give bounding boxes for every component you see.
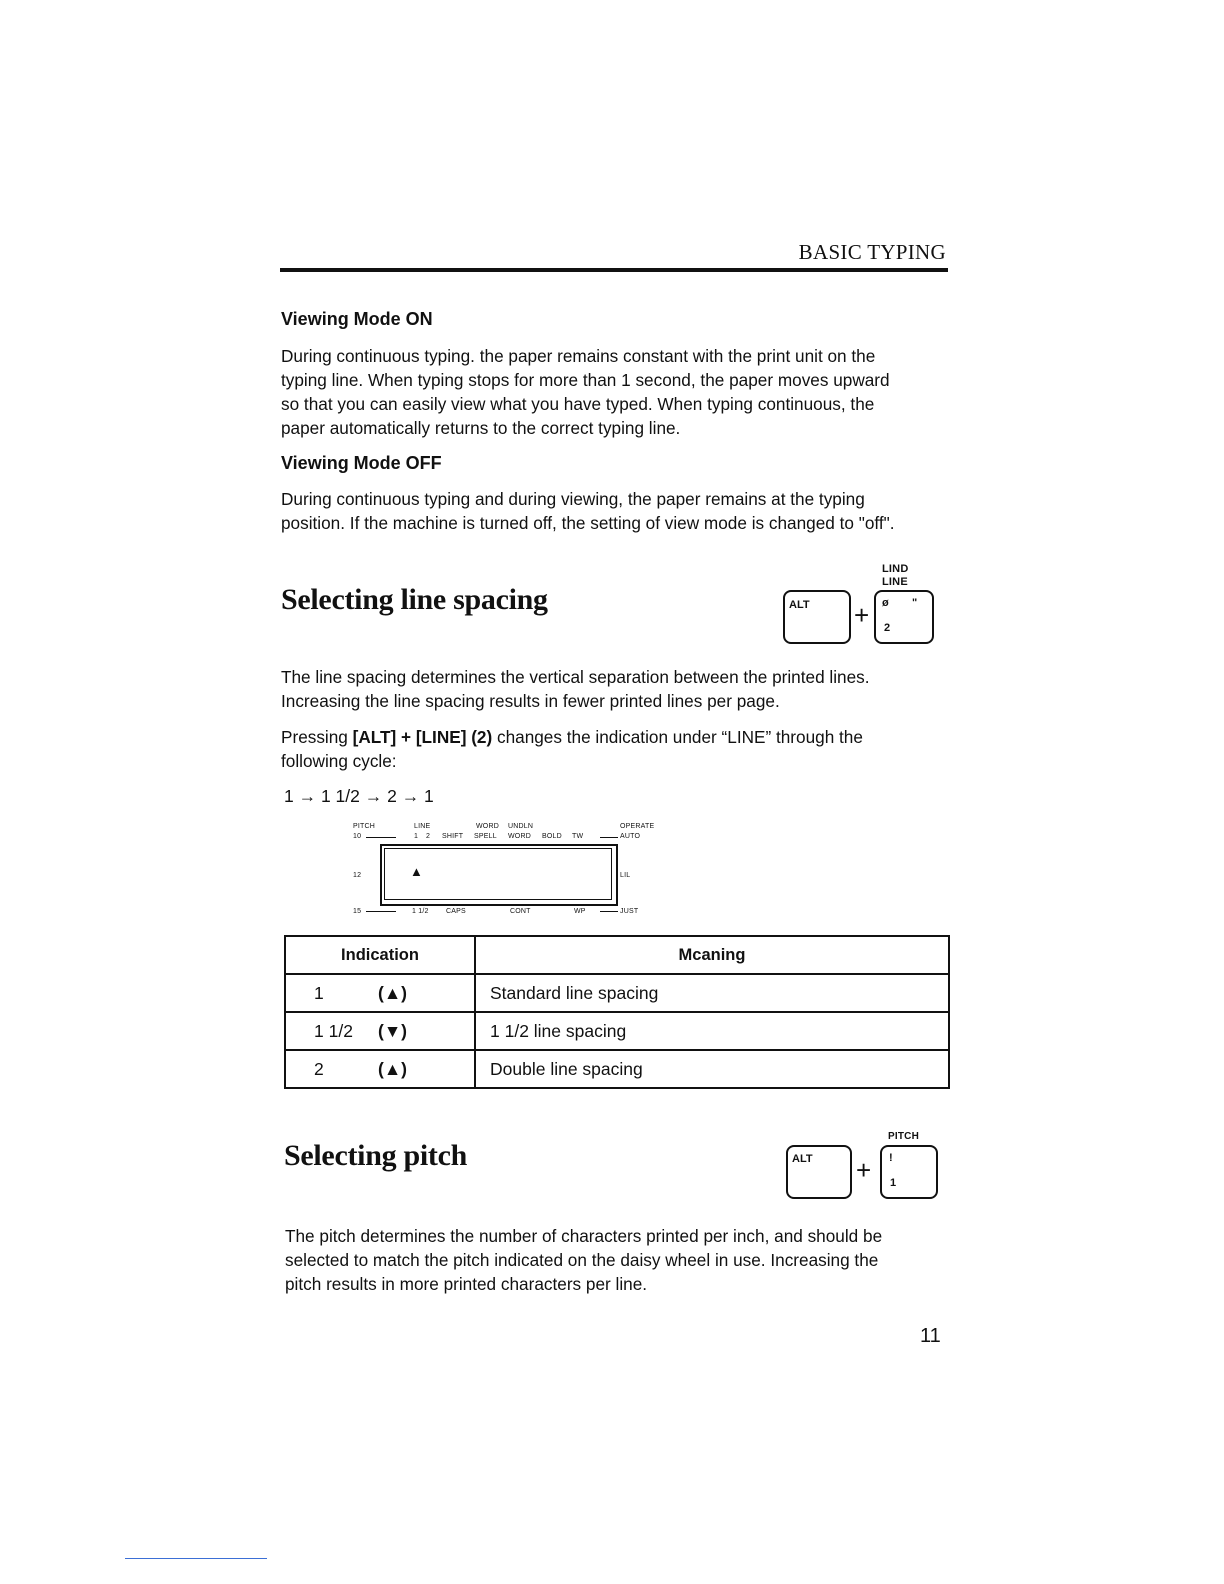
text-line: position. If the machine is turned off, the setting of view mode is changed to "off".: [281, 513, 895, 533]
alt-key-label: ALT: [789, 599, 810, 611]
key-caption-pitch: PITCH: [888, 1131, 919, 1142]
indication-number: 1 1/2: [314, 1020, 353, 1041]
line-key-symbol: ø: [882, 597, 889, 609]
paragraph-pressing: [281, 725, 949, 773]
label-pitch-10: 10: [353, 833, 362, 840]
pitch-key: [880, 1145, 938, 1199]
text-line: Increasing the line spacing results in fewer printed lines per page.: [281, 691, 780, 711]
text-line: During continuous typing. the paper remains constant with the print unit on the: [281, 346, 876, 366]
heading-viewing-mode-on: Viewing Mode ON: [281, 309, 433, 329]
indication-number: 1: [314, 982, 324, 1003]
label-word: WORD: [476, 823, 499, 830]
page-number: 11: [920, 1325, 941, 1347]
label-lil: LIL: [620, 872, 631, 879]
connector: [600, 911, 618, 912]
label-undln: UNDLN: [508, 823, 534, 830]
key-combo: [ALT] + [LINE] (2): [352, 727, 493, 747]
table-header: Indication: [285, 936, 475, 974]
indication-symbol: (▼): [378, 1020, 407, 1041]
text-line: pitch results in more printed characters per line.: [285, 1274, 648, 1294]
display-panel-diagram: [350, 820, 660, 920]
table-cell: Double line spacing: [475, 1050, 949, 1088]
key-caption-line: LINE: [882, 576, 908, 588]
label-line-1half: 1 1/2: [412, 908, 429, 915]
indication-symbol: (▲): [378, 1058, 407, 1079]
label-pitch: PITCH: [353, 823, 375, 830]
table-cell: [285, 974, 475, 1012]
label-caps: CAPS: [446, 908, 466, 915]
label-pitch-15: 15: [353, 908, 362, 915]
connector: [600, 837, 618, 838]
indication-symbol: (▲): [378, 982, 407, 1003]
alt-key: [783, 590, 851, 644]
table-cell: 1 1/2 line spacing: [475, 1012, 949, 1050]
paragraph-pitch: [285, 1224, 951, 1296]
indication-number: 2: [314, 1058, 324, 1079]
alt-key-label: ALT: [792, 1153, 813, 1165]
plus-sign: +: [856, 1155, 872, 1185]
table-row: [285, 1050, 949, 1088]
label-operate: OPERATE: [620, 823, 655, 830]
indication-table: [284, 935, 950, 1089]
table-cell: [285, 1012, 475, 1050]
label-line-1: 1: [414, 833, 419, 840]
heading-selecting-pitch: Selecting pitch: [284, 1139, 467, 1172]
spacing-cycle: 1 → 1 1/2 → 2 → 1: [284, 786, 434, 806]
label-auto: AUTO: [620, 833, 641, 840]
line-key-quote: ": [912, 597, 918, 609]
text-segment: changes the indication under “LINE” through the: [492, 727, 863, 747]
table-header-row: [285, 936, 949, 974]
label-line-2: 2: [426, 833, 431, 840]
paragraph-viewing-mode-on: [281, 344, 949, 440]
text-line: following cycle:: [281, 751, 397, 771]
text-line: selected to match the pitch indicated on the daisy wheel in use. Increasing the: [285, 1250, 879, 1270]
paragraph-viewing-mode-off: [281, 487, 949, 535]
pitch-key-number: 1: [890, 1177, 897, 1189]
alt-key: [786, 1145, 852, 1199]
connector: [366, 911, 396, 912]
lcd-indicator-marker: ▲: [410, 864, 423, 879]
text-line: so that you can easily view what you have typed. When typing continuous, the: [281, 394, 875, 414]
running-header: BASIC TYPING: [798, 240, 946, 264]
text-line: The line spacing determines the vertical separation between the printed lines.: [281, 667, 870, 687]
table-row: [285, 974, 949, 1012]
plus-sign: +: [854, 600, 870, 630]
pitch-key-symbol: !: [889, 1152, 893, 1164]
table-row: [285, 1012, 949, 1050]
label-shift: SHIFT: [442, 833, 464, 840]
connector: [366, 837, 396, 838]
key-caption-lind: LIND: [882, 563, 909, 575]
text-line: The pitch determines the number of characters printed per inch, and should be: [285, 1226, 883, 1246]
label-tw: TW: [572, 833, 584, 840]
label-pitch-12: 12: [353, 872, 362, 879]
text-line: During continuous typing and during viewing, the paper remains at the typing: [281, 489, 865, 509]
line-key-number: 2: [884, 622, 891, 634]
paragraph-line-spacing: [281, 665, 949, 713]
line-key: [874, 590, 934, 644]
table-header: Mcaning: [475, 936, 949, 974]
label-wp: WP: [574, 908, 586, 915]
label-line: LINE: [414, 823, 431, 830]
text-line: typing line. When typing stops for more than 1 second, the paper moves upward: [281, 370, 890, 390]
label-spell: SPELL: [474, 833, 497, 840]
table-cell: [285, 1050, 475, 1088]
label-just: JUST: [620, 908, 639, 915]
header-rule: [280, 268, 948, 272]
text-line: paper automatically returns to the correct typing line.: [281, 418, 681, 438]
footnote-rule: [125, 1558, 267, 1559]
label-cont: CONT: [510, 908, 531, 915]
heading-viewing-mode-off: Viewing Mode OFF: [281, 453, 442, 473]
table-cell: Standard line spacing: [475, 974, 949, 1012]
text-line: [281, 725, 949, 749]
text-segment: Pressing: [281, 727, 353, 747]
label-bold: BOLD: [542, 833, 562, 840]
label-word-2: WORD: [508, 833, 531, 840]
heading-selecting-line-spacing: Selecting line spacing: [281, 583, 548, 616]
